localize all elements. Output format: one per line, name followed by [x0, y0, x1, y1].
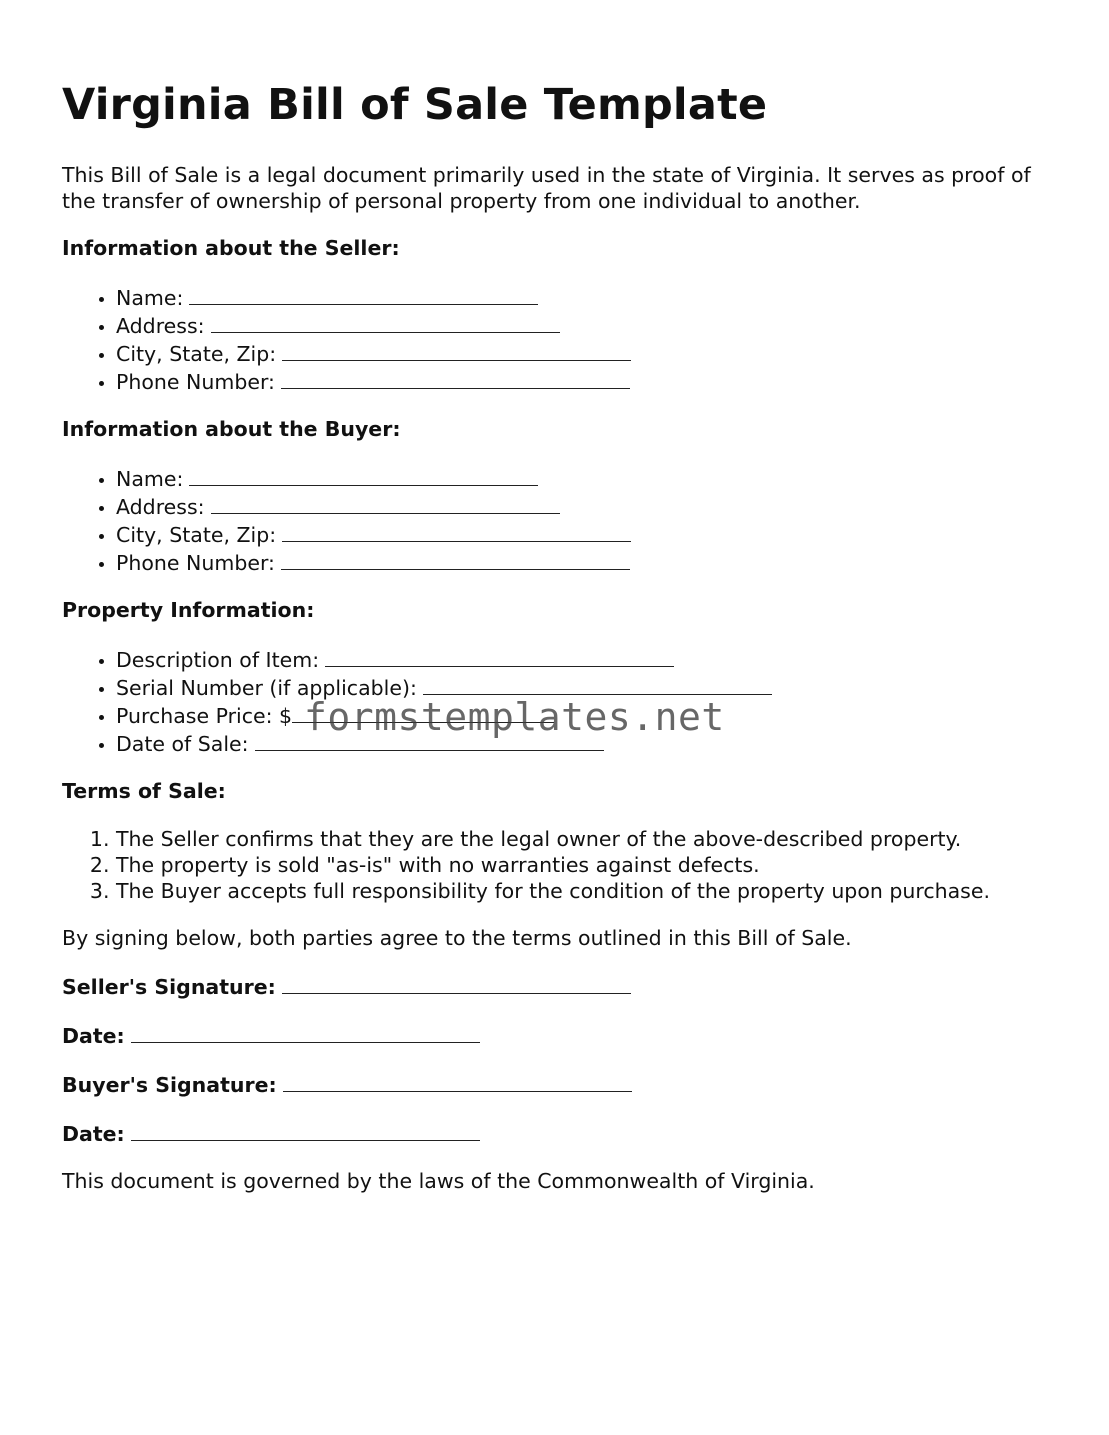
buyer-address-blank[interactable] [211, 492, 560, 514]
buyer-phone-blank[interactable] [281, 548, 630, 570]
seller-phone-field: • Phone Number: [116, 367, 1062, 395]
buyer-city-state-zip-blank[interactable] [282, 520, 631, 542]
buyer-signature-line [62, 1070, 1062, 1098]
buyer-date-line [62, 1119, 1062, 1147]
item-description-field: • Description of Item: [116, 645, 1062, 673]
seller-address-field: • Address: [116, 311, 1062, 339]
purchase-price-field: • Purchase Price: $ [116, 701, 1062, 729]
seller-name-field: • Name: [116, 283, 1062, 311]
buyer-date-label: Date: [62, 1122, 125, 1146]
seller-signature-label: Seller's Signature: [62, 975, 276, 999]
seller-city-state-zip-field: • City, State, Zip: [116, 339, 1062, 367]
agreement-statement: By signing below, both parties agree to the terms outlined in this Bill of Sale. [62, 926, 852, 950]
seller-city-state-zip-blank[interactable] [282, 339, 631, 361]
buyer-fields-list [62, 464, 1062, 576]
seller-signature-blank[interactable] [282, 972, 631, 994]
buyer-signature-label: Buyer's Signature: [62, 1073, 277, 1097]
document-page [62, 76, 1062, 1194]
term-item: 1. The Seller confirms that they are the legal owner of the above-described property. [116, 826, 1062, 852]
buyer-phone-field: • Phone Number: [116, 548, 1062, 576]
term-item: 3. The Buyer accepts full responsibility for the condition of the property upon purchase. [116, 878, 1062, 904]
seller-heading: Information about the Seller: [62, 236, 400, 260]
seller-date-label: Date: [62, 1024, 125, 1048]
seller-date-line [62, 1021, 1062, 1049]
terms-list [62, 826, 1062, 904]
serial-number-field: • Serial Number (if applicable): [116, 673, 1062, 701]
buyer-address-field: • Address: [116, 492, 1062, 520]
watermark: formstemplates.net [304, 695, 725, 739]
seller-signature-line [62, 972, 1062, 1000]
seller-phone-blank[interactable] [281, 367, 630, 389]
property-heading: Property Information: [62, 598, 315, 622]
item-description-blank[interactable] [325, 645, 674, 667]
governing-law-statement: This document is governed by the laws of the Commonwealth of Virginia. [62, 1169, 815, 1193]
document-title: Virginia Bill of Sale Template [62, 80, 768, 130]
date-of-sale-field: • Date of Sale: [116, 729, 1062, 757]
buyer-date-blank[interactable] [131, 1119, 480, 1141]
seller-name-blank[interactable] [189, 283, 538, 305]
seller-address-blank[interactable] [211, 311, 560, 333]
serial-number-blank[interactable] [423, 673, 772, 695]
term-item: 2. The property is sold "as-is" with no warranties against defects. [116, 852, 1062, 878]
seller-fields-list [62, 283, 1062, 395]
buyer-signature-blank[interactable] [283, 1070, 632, 1092]
terms-heading: Terms of Sale: [62, 779, 226, 803]
intro-paragraph: This Bill of Sale is a legal document primarily used in the state of Virginia. It serves as proof of the transfer of ownership of personal property from one individual to another. [62, 163, 1031, 213]
buyer-heading: Information about the Buyer: [62, 417, 401, 441]
seller-date-blank[interactable] [131, 1021, 480, 1043]
buyer-name-field: • Name: [116, 464, 1062, 492]
buyer-city-state-zip-field: • City, State, Zip: [116, 520, 1062, 548]
buyer-name-blank[interactable] [189, 464, 538, 486]
